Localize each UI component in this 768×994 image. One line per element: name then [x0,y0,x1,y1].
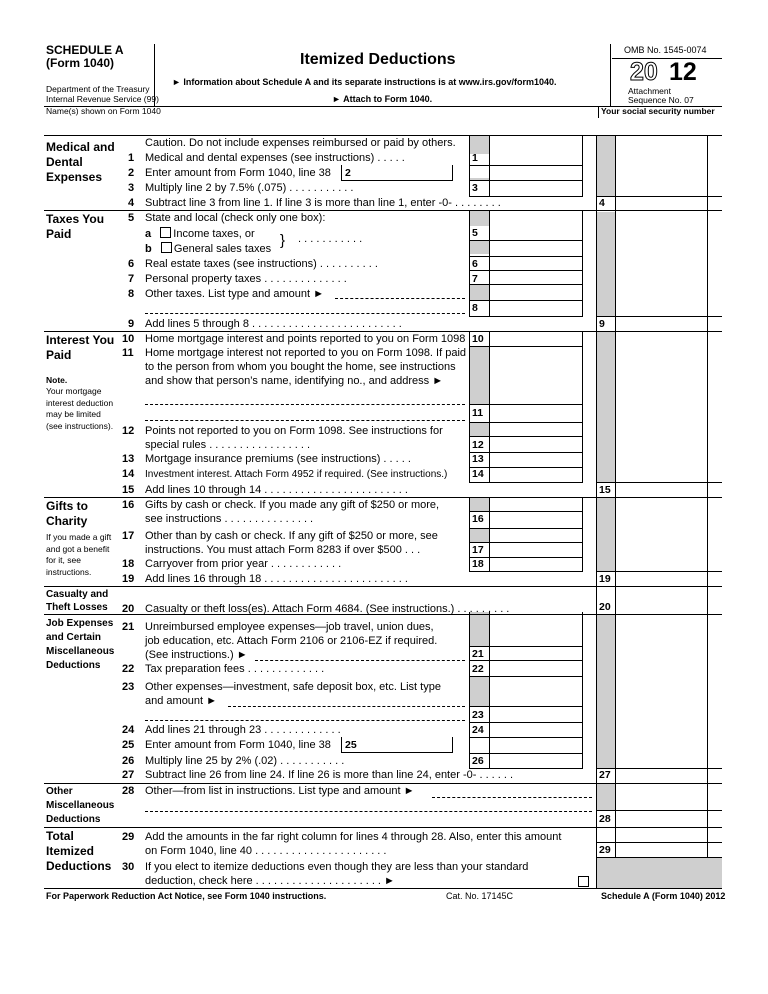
line-14-amount[interactable] [490,468,582,481]
line-3-amount[interactable] [490,182,582,195]
section-interest: Interest You Paid [46,333,115,362]
line-20-amount[interactable] [616,600,706,613]
line-11-text-c: and show that person’s name, identifying no., and address ► [145,375,444,387]
line-18-text: Carryover from prior year . . . . . . . . . . . . [145,558,342,570]
line-24-text: Add lines 21 through 23 . . . . . . . . . . . . . [145,724,341,736]
line-13-text: Mortgage insurance premiums (see instructions) . . . . . [145,453,411,465]
line-12-text-a: Points not reported to you on Form 1098. See instructions for [145,425,443,437]
sales-taxes-checkbox[interactable] [161,242,172,253]
itemize-election-checkbox[interactable] [578,876,589,887]
line-25-amount[interactable] [360,738,450,751]
line-19-amount[interactable] [616,572,706,585]
line-17-text-b: instructions. You must attach Form 8283 if over $500 . . . [145,544,421,556]
ssn-label: Your social security number [601,106,715,116]
line-12-text-b: special rules . . . . . . . . . . . . . . . . . [145,439,311,451]
line-4-text: Subtract line 3 from line 1. If line 3 is more than line 1, enter -0- . . . . . . . . [145,197,501,209]
section-medical: Medical and Dental Expenses [46,140,115,184]
line-28-amount[interactable] [616,811,706,826]
names-label: Name(s) shown on Form 1040 [46,106,161,116]
sequence-number: Sequence No. 07 [628,95,694,105]
schedule-label: SCHEDULE A [46,43,124,57]
line-12-amount[interactable] [490,437,582,451]
line-21-text-b: job education, etc. Attach Form 2106 or 2106-EZ if required. [145,635,438,647]
line-18-amount[interactable] [490,558,582,570]
line-20-text: Casualty or theft loss(es). Attach Form 4684. (See instructions.) . . . . . . . . . [145,603,510,615]
line-4-amount[interactable] [616,197,706,209]
line-24-amount[interactable] [490,723,582,736]
line-23-text-b: and amount ► [145,695,218,707]
line-2-amount[interactable] [356,166,450,179]
line-10-amount[interactable] [490,332,582,345]
line-5-amount[interactable] [490,227,582,239]
line-15-amount[interactable] [616,483,706,496]
line-17-text-a: Other than by cash or check. If any gift of $250 or more, see [145,530,438,542]
note-body: Your mortgage interest deduction may be limited (see instructions). [46,386,114,431]
line-3-text: Multiply line 2 by 7.5% (.075) . . . . . . . . . . . [145,182,354,194]
line-5-text: State and local (check only one box): [145,212,326,224]
section-other: Other Miscellaneous Deductions [46,786,115,825]
line-30-text-a: If you elect to itemize deductions even though they are less than your standard [145,861,529,873]
line-21-text-a: Unreimbursed employee expenses—job travel, union dues, [145,621,434,633]
line-23-text-a: Other expenses—investment, safe deposit box, etc. List type [145,681,441,693]
line-11-amount[interactable] [490,406,582,421]
line-21-amount[interactable] [490,647,582,659]
name-field[interactable] [46,116,596,134]
line-8-text: Other taxes. List type and amount ► [145,288,325,300]
line-16-text-b: see instructions . . . . . . . . . . . . . . . [145,513,314,525]
line-29-text-b: on Form 1040, line 40 . . . . . . . . . . . . . . . . . . . . . . [145,845,387,857]
line-23-amount[interactable] [490,707,582,721]
line-14-text: Investment interest. Attach Form 4952 if required. (See instructions.) [145,469,448,480]
line-2-text: Enter amount from Form 1040, line 38 [145,167,331,179]
paperwork-notice: For Paperwork Reduction Act Notice, see Form 1040 instructions. [46,891,327,901]
line-16-amount[interactable] [490,512,582,527]
form-label: (Form 1040) [46,56,115,70]
line-8-amount[interactable] [490,302,582,315]
info-line: ► Information about Schedule A and its separate instructions is at www.irs.gov/form1040. [172,77,557,87]
section-job: Job Expenses and Certain Miscellaneous Deductions [46,618,115,671]
line-11-text-a: Home mortgage interest not reported to you on Form 1098. If paid [145,347,467,359]
dept-treasury: Department of the Treasury [46,84,150,94]
caution-note: Caution. Do not include expenses reimbursed or paid by others. [145,137,456,149]
section-gifts: Gifts to Charity [46,499,88,528]
line-9-amount[interactable] [616,317,706,330]
line-27-amount[interactable] [616,769,706,782]
line-26-amount[interactable] [490,754,582,767]
line-6-text: Real estate taxes (see instructions) . . . . . . . . . . [145,258,378,270]
line-17-amount[interactable] [490,543,582,556]
irs-label: Internal Revenue Service (99) [46,94,159,104]
ssn-field[interactable] [600,116,722,134]
section-taxes: Taxes You Paid [46,212,105,241]
catalog-number: Cat. No. 17145C [446,891,514,901]
line-16-text-a: Gifts by cash or check. If you made any gift of $250 or more, [145,499,440,511]
line-5b: b General sales taxes [145,243,272,255]
line-5a: a Income taxes, or [145,228,255,240]
line-28-text: Other—from list in instructions. List type and amount ► [145,785,415,797]
line-19-text: Add lines 16 through 18 . . . . . . . . . . . . . . . . . . . . . . . . [145,573,408,585]
line-27-text: Subtract line 26 from line 24. If line 26 is more than line 24, enter -0- . . . . . . [145,769,514,781]
form-footer-id: Schedule A (Form 1040) 2012 [601,891,726,901]
line-1-text: Medical and dental expenses (see instructions) . . . . . [145,152,405,164]
omb-number: OMB No. 1545-0074 [624,45,707,55]
line-30-text-b: deduction, check here . . . . . . . . . . . . . . . . . . . . . ► [145,875,395,887]
line-9-text: Add lines 5 through 8 . . . . . . . . . . . . . . . . . . . . . . . . . [145,318,402,330]
section-total: Total Itemized Deductions [46,829,112,873]
line-7-text: Personal property taxes . . . . . . . . . . . . . . [145,273,347,285]
section-casualty: Casualty and Theft Losses [46,589,109,613]
line-22-amount[interactable] [490,661,582,675]
line-6-amount[interactable] [490,258,582,269]
attachment-label: Attachment [628,86,671,96]
line-22-text: Tax preparation fees . . . . . . . . . . . . . [145,663,325,675]
line-7-amount[interactable] [490,272,582,283]
attach-line: ► Attach to Form 1040. [332,94,433,104]
line-29-amount[interactable] [616,843,706,856]
line-1-amount[interactable] [490,152,582,164]
gifts-note: If you made a gift and got a benefit for it, see instructions. [46,532,112,577]
line-10-text: Home mortgage interest and points reported to you on Form 1098 [145,333,466,345]
line-15-text: Add lines 10 through 14 . . . . . . . . . . . . . . . . . . . . . . . . [145,484,408,496]
line-29-text-a: Add the amounts in the far right column for lines 4 through 28. Also, enter this amount [145,831,562,843]
income-taxes-checkbox[interactable] [160,227,171,238]
line-26-text: Multiply line 25 by 2% (.02) . . . . . . . . . . . [145,755,345,767]
year-outline: 20 [630,58,658,86]
page-title: Itemized Deductions [300,51,456,68]
line-21-text-c: (See instructions.) ► [145,649,248,661]
line-25-text: Enter amount from Form 1040, line 38 [145,739,331,751]
line-13-amount[interactable] [490,453,582,466]
note-title: Note. [46,375,68,385]
year-bold: 12 [669,58,697,86]
line-11-text-b: to the person from whom you bought the home, see instructions [145,361,456,373]
